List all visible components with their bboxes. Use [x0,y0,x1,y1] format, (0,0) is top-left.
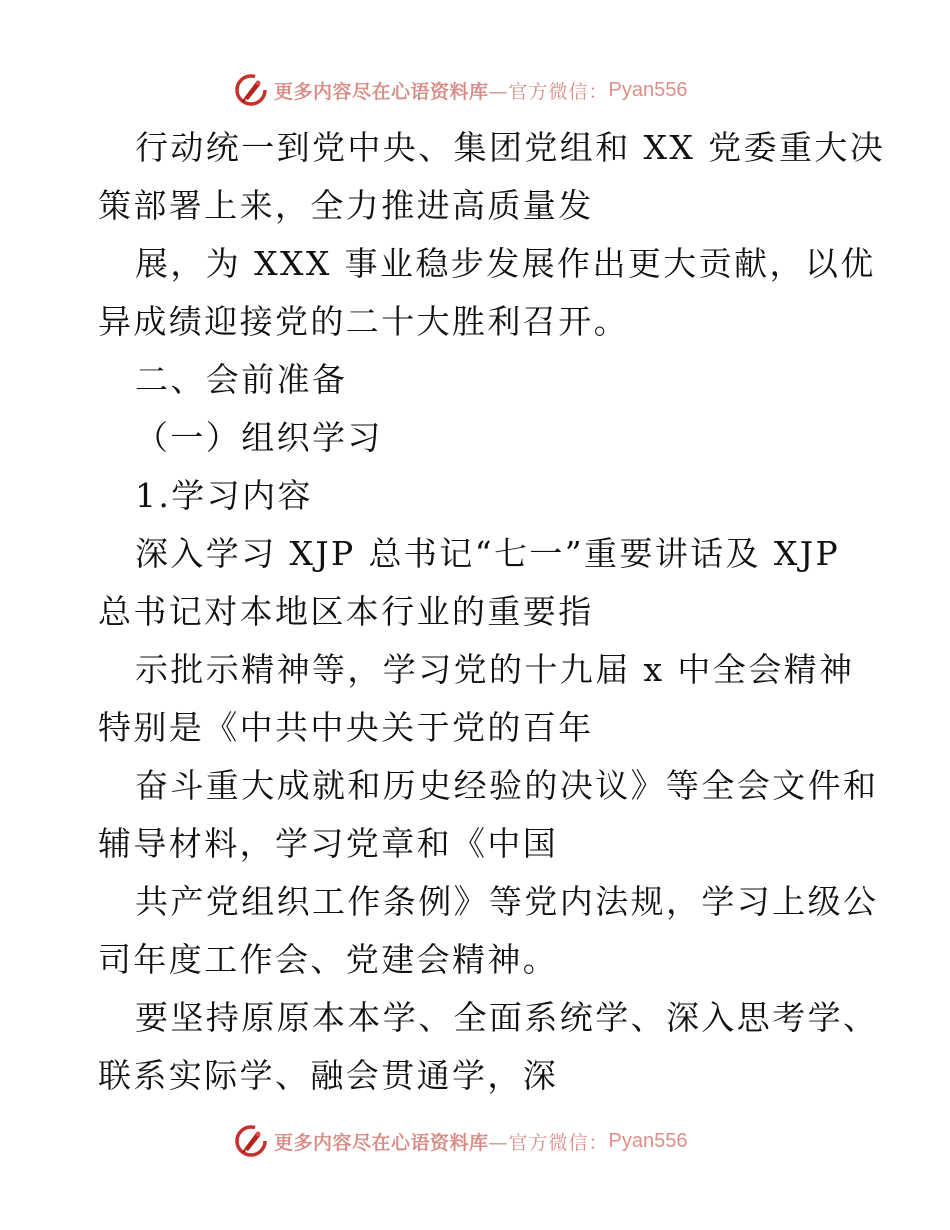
item-heading: 1.学习内容 [135,476,313,515]
text-line: 行动统一到党中央、集团党组和 XX 党委重大决 [135,128,886,167]
text-line: 总书记对本地区本行业的重要指 [98,592,594,631]
text-line: 司年度工作会、党建会精神。 [98,940,559,979]
text-line: 奋斗重大成就和历史经验的决议》等全会文件和 [135,766,879,805]
text-line: 策部署上来，全力推进高质量发 [98,186,594,225]
text-line: 联系实际学、融会贯通学，深 [98,1056,559,1095]
watermark-separator-text: —官方微信： [488,1131,609,1154]
text-line: 辅导材料，学习党章和《中国 [98,824,559,863]
watermark-site-text: 更多内容尽在心语资料库 [274,80,489,103]
text-line: 示批示精神等，学习党的十九届 x 中全会精神 [135,650,855,689]
text-line: 展，为 XXX 事业稳步发展作出更大贡献，以优 [135,244,876,283]
watermark-wechat-id: Pyan556 [608,78,688,101]
text-line: 共产党组织工作条例》等党内法规，学习上级公 [135,882,879,921]
watermark-site-text: 更多内容尽在心语资料库 [274,1131,489,1154]
watermark-separator-text: —官方微信： [488,80,609,103]
subsection-heading: （一）组织学习 [135,418,383,457]
text-line: 特别是《中共中央关于党的百年 [98,708,594,747]
footer-watermark [234,1123,688,1159]
section-heading: 二、会前准备 [135,360,348,399]
watermark-wechat-id: Pyan556 [608,1129,688,1152]
text-line: 要坚持原原本本学、全面系统学、深入思考学、 [135,998,879,1037]
text-line: 异成绩迎接党的二十大胜利召开。 [98,302,629,341]
text-line: 深入学习 XJP 总书记“七一”重要讲话及 XJP [135,534,841,573]
pen-nib-logo-icon [234,1124,268,1158]
